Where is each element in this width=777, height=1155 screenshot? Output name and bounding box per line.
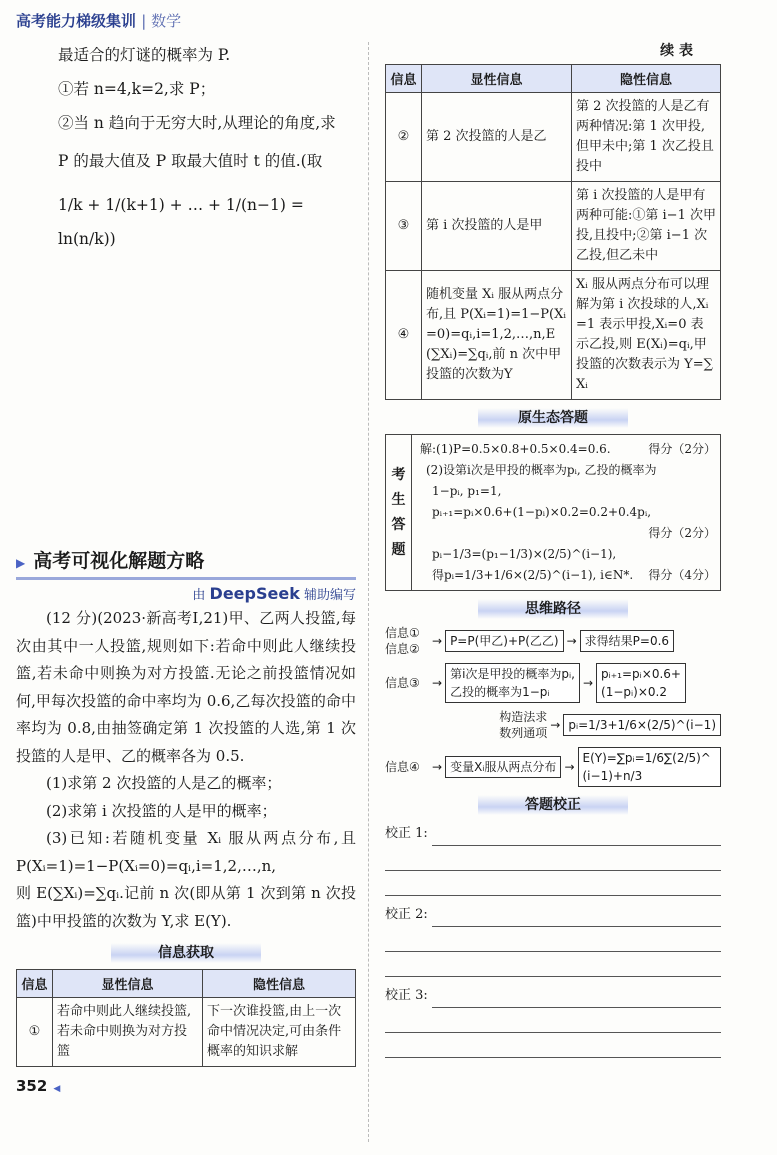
note-line: 数列通项 <box>499 726 548 740</box>
right-column <box>385 40 721 1058</box>
answer-line: 1−pᵢ, p₁=1, <box>432 484 502 498</box>
text-line: ②当 n 趋向于无穷大时,从理论的角度,求 <box>58 114 336 132</box>
running-header: 高考能力梯级集训 | 数学 <box>16 12 182 30</box>
label-char: 考 <box>391 466 406 483</box>
box-line: 乙投的概率为1−pᵢ <box>450 685 550 699</box>
label-char: 题 <box>391 541 406 558</box>
answer-line: (2)设第i次是甲投的概率为pᵢ, 乙投的概率为 <box>426 463 657 477</box>
column-divider <box>368 42 369 1142</box>
info-labels <box>385 625 429 657</box>
method-note <box>499 709 547 741</box>
box-line: pᵢ₊₁=pᵢ×0.6+ <box>601 667 681 681</box>
arrow-icon: → <box>550 718 561 732</box>
arrow-icon: → <box>582 676 594 690</box>
continued-table <box>385 64 721 400</box>
table-row <box>17 998 356 1067</box>
col-header: 信息 <box>386 65 422 93</box>
answer-line: 得pᵢ=1/3+1/6×(2/5)^(i−1), i∈N*. <box>432 568 634 582</box>
result-box: E(Y)=∑pᵢ=1/6∑(2/5)^(i−1)+n/3 <box>578 747 722 787</box>
answer-label <box>386 435 412 590</box>
implicit-info: 第 i 次投篮的人是甲有两种可能:①第 i−1 次甲投,且投中;②第 i−1 次乙投,但乙未中 <box>572 182 721 271</box>
check-label: 校正 1: <box>385 826 428 841</box>
explicit-info: 第 i 次投篮的人是甲 <box>422 182 572 271</box>
info-label: 信息① <box>385 626 420 640</box>
student-answer-box <box>385 434 721 591</box>
mind-map <box>385 625 721 787</box>
arrow-icon: → <box>432 634 443 648</box>
info-table <box>16 969 356 1067</box>
answer-body <box>412 435 720 590</box>
section-title: 高考可视化解题方略 <box>33 550 205 572</box>
box-line: (1−pᵢ)×0.2 <box>601 685 667 699</box>
score-mark: 得分（2分） <box>648 526 716 540</box>
problem-text <box>16 605 356 935</box>
credit-line <box>16 584 356 603</box>
info-label: 信息④ <box>385 760 420 774</box>
score-mark: 得分（4分） <box>648 568 716 582</box>
arrow-icon: → <box>564 760 575 774</box>
info-title: 信息获取 <box>111 943 261 963</box>
formula-box: pᵢ=1/3+1/6×(2/5)^(i−1) <box>563 714 721 736</box>
table-row <box>386 93 721 182</box>
text-line: 最适合的灯谜的概率为 P. <box>58 46 231 64</box>
answer-line-blank[interactable] <box>432 821 721 846</box>
answer-line-blank[interactable] <box>385 871 721 896</box>
arrow-icon: ◀ <box>53 1084 61 1094</box>
answer-line: pᵢ−1/3=(p₁−1/3)×(2/5)^(i−1), <box>432 547 617 561</box>
explicit-info: 若命中则此人继续投篮,若未命中则换为对方投篮 <box>53 998 203 1067</box>
book-title: 高考能力梯级集训 <box>16 12 137 30</box>
answer-line-blank[interactable] <box>385 1008 721 1033</box>
row-number: ③ <box>386 182 422 271</box>
label-char: 生 <box>391 491 406 508</box>
formula-box: 变量Xᵢ服从两点分布 <box>445 756 561 778</box>
thinking-path-title: 思维路径 <box>478 599 628 619</box>
info-label: 信息③ <box>385 676 420 690</box>
table-row <box>386 271 721 400</box>
implicit-info: 下一次谁投篮,由上一次命中情况决定,可由条件概率的知识求解 <box>203 998 356 1067</box>
implicit-info: 第 2 次投篮的人是乙有两种情况:第 1 次甲投,但甲未中;第 1 次乙投且投中 <box>572 93 721 182</box>
explicit-info: 随机变量 Xᵢ 服从两点分布,且 P(Xᵢ=1)=1−P(Xᵢ=0)=qᵢ,i=1,2,…,n,E(∑Xᵢ)=∑qᵢ,前 n 次中甲投篮的次数为Y <box>422 271 572 400</box>
explicit-info: 第 2 次投篮的人是乙 <box>422 93 572 182</box>
arrow-icon: → <box>566 634 577 648</box>
result-box: 求得结果P=0.6 <box>580 630 674 652</box>
formula-line: 1/k + 1/(k+1) + … + 1/(n−1) = ln(n/k)) <box>58 196 304 248</box>
problem-paragraph: (3)已知:若随机变量 Xᵢ 服从两点分布,且 P(Xᵢ=1)=1−P(Xᵢ=0)=qᵢ,i=1,2,…,n, <box>16 829 356 875</box>
col-header: 信息 <box>17 970 53 998</box>
note-line: 构造法求 <box>499 710 548 724</box>
answer-title: 原生态答题 <box>478 408 628 428</box>
formula-box <box>445 663 580 703</box>
problem-paragraph: (1)求第 2 次投篮的人是乙的概率； <box>46 774 282 792</box>
check-label: 校正 3: <box>385 988 428 1003</box>
answer-line-blank[interactable] <box>385 1033 721 1058</box>
problem-paragraph: (12 分)(2023·新高考Ⅰ,21)甲、乙两人投篮,每次由其中一人投篮,规则如下:若命中则此人继续投篮,若未命中则换为对方投篮.无论之前投篮情况如何,甲每次投篮的命中率均为 0.6,乙每次投篮的命中率均为 0.8,由抽签确定第 1 次投篮的人选,第 1 次投篮的人是甲、乙的概率各为 0.5. <box>16 609 356 765</box>
score-mark: 得分（2分） <box>648 442 716 456</box>
label-char: 答 <box>391 516 406 533</box>
answer-line: pᵢ₊₁=pᵢ×0.6+(1−pᵢ)×0.2=0.2+0.4pᵢ, <box>432 505 652 519</box>
check-label: 校正 2: <box>385 907 428 922</box>
page-number-text: 352 <box>16 1077 48 1095</box>
problem-paragraph: 则 E(∑Xᵢ)=∑qᵢ.记前 n 次(即从第 1 次到第 n 次投篮)中甲投篮的次数为 Y,求 E(Y). <box>16 884 356 930</box>
info-label: 信息② <box>385 642 420 656</box>
table-row <box>386 182 721 271</box>
row-number: ② <box>386 93 422 182</box>
check-title: 答题校正 <box>478 795 628 815</box>
text-line: P 的最大值及 P 取最大值时 t 的值.(取 <box>58 152 323 170</box>
formula-box: P=P(甲乙)+P(乙乙) <box>445 630 564 652</box>
box-line: 第i次是甲投的概率为pᵢ, <box>450 667 575 681</box>
section-heading <box>16 546 356 580</box>
col-header: 显性信息 <box>422 65 572 93</box>
left-column <box>16 38 356 1095</box>
page-number <box>16 1077 356 1095</box>
formula-box <box>596 663 686 703</box>
credit-suffix: 辅助编写 <box>303 588 356 603</box>
credit-prefix: 由 <box>192 588 206 603</box>
credit-brand: DeepSeek <box>209 584 300 603</box>
problem-paragraph: (2)求第 i 次投篮的人是甲的概率； <box>46 801 277 820</box>
answer-line-blank[interactable] <box>385 927 721 952</box>
col-header: 隐性信息 <box>572 65 721 93</box>
implicit-info: Xᵢ 服从两点分布可以理解为第 i 次投球的人,Xᵢ=1 表示甲投,Xᵢ=0 表示乙投,则 E(Xᵢ)=qᵢ,甲投篮的次数表示为 Y=∑Xᵢ <box>572 271 721 400</box>
check-section <box>385 821 721 1058</box>
col-header: 显性信息 <box>53 970 203 998</box>
row-number: ① <box>17 998 53 1067</box>
answer-line: 解:(1)P=0.5×0.8+0.5×0.4=0.6. <box>420 442 611 456</box>
answer-line-blank[interactable] <box>385 846 721 871</box>
triangle-icon: ▶ <box>16 556 26 570</box>
col-header: 隐性信息 <box>203 970 356 998</box>
arrow-icon: → <box>432 760 443 774</box>
intro-text <box>16 38 356 256</box>
answer-line-blank[interactable] <box>385 952 721 977</box>
answer-line-blank[interactable] <box>432 983 721 1008</box>
answer-line-blank[interactable] <box>432 902 721 927</box>
row-number: ④ <box>386 271 422 400</box>
text-line: ①若 n=4,k=2,求 P； <box>58 80 216 98</box>
subject: 数学 <box>151 12 182 30</box>
arrow-icon: → <box>432 676 443 690</box>
continued-label: 续 表 <box>660 43 693 59</box>
